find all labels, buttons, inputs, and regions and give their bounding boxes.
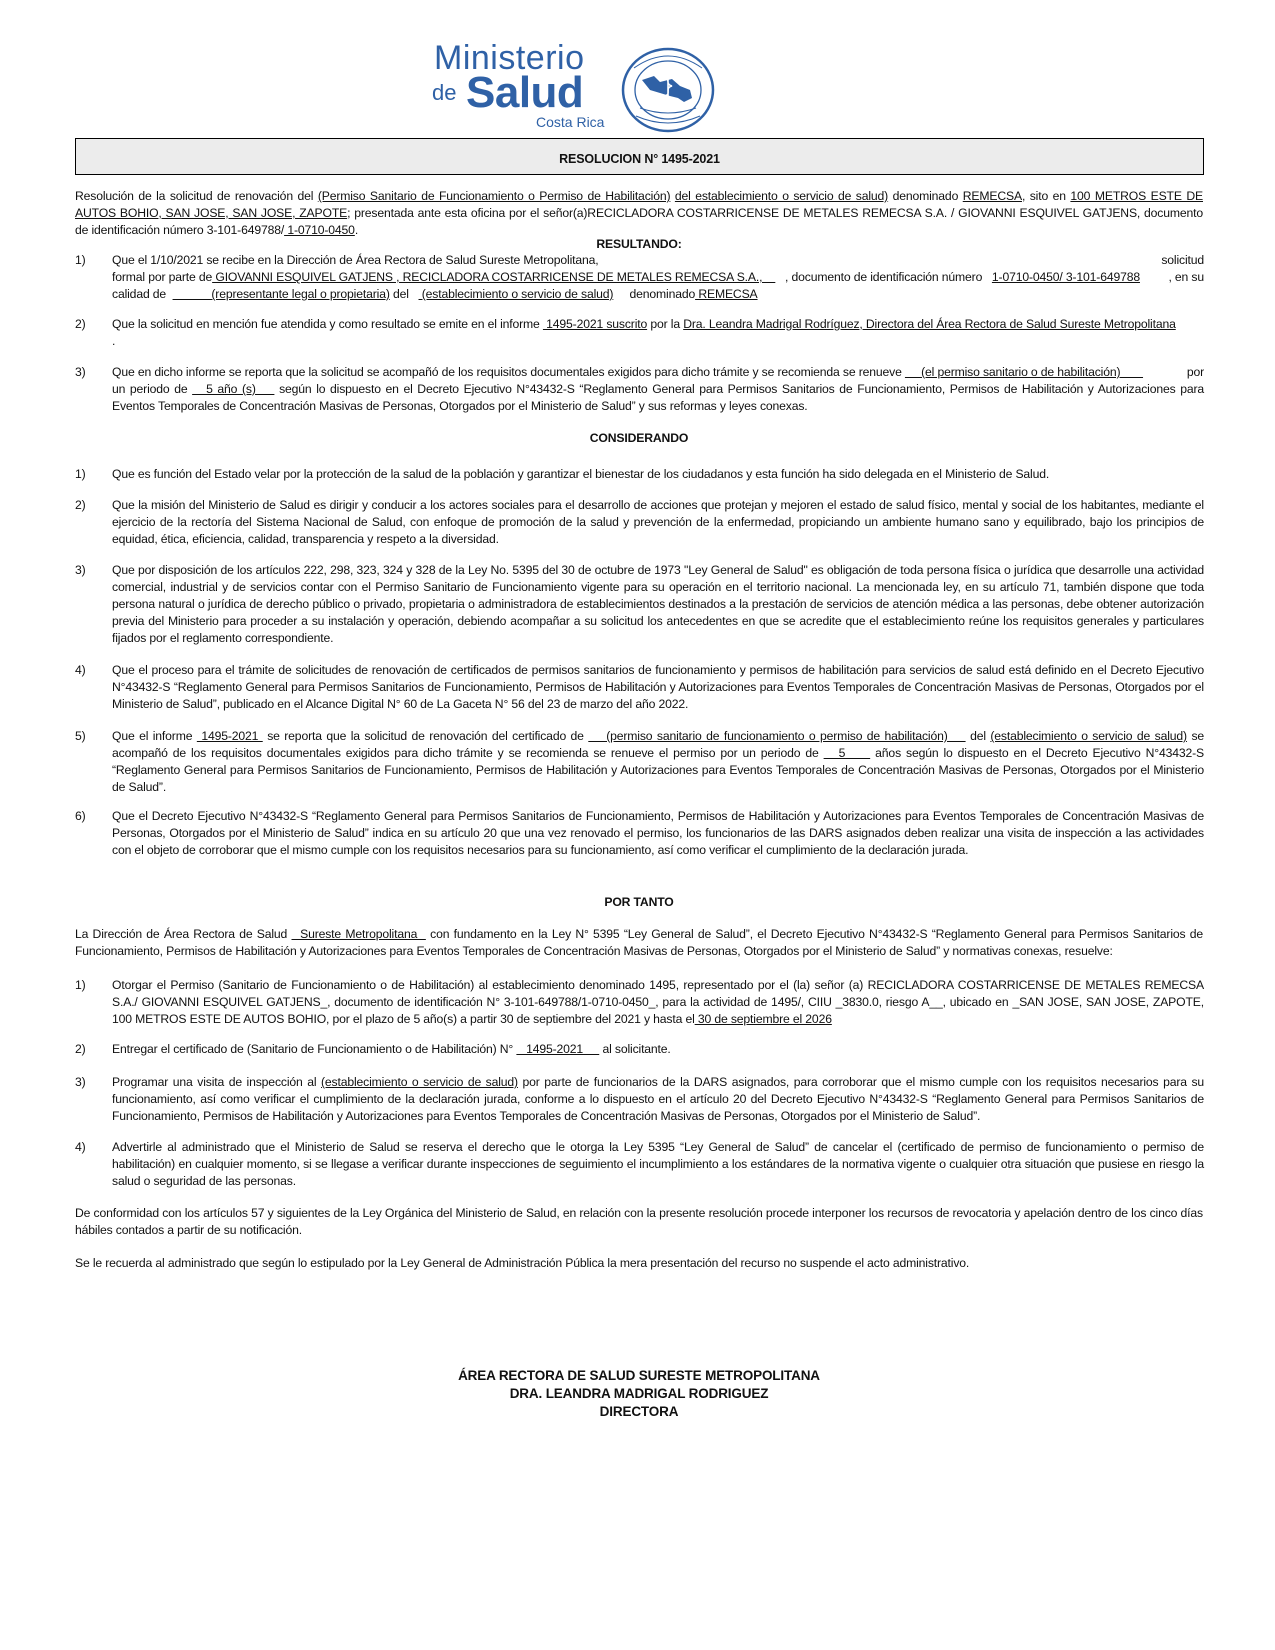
- resultando-2: Que la solicitud en mención fue atendida y como resultado se emite en el informe 1495-2021 suscrito por la Dra. Leandra Madrigal Rodríguez, Directora del Área Rectora de Salud Sureste Metropolitana .: [112, 317, 1176, 348]
- logo-line-salud: Salud: [466, 68, 584, 117]
- logo-line-costa-rica: Costa Rica: [536, 114, 605, 130]
- considerando-2: Que la misión del Ministerio de Salud es dirigir y conducir a los actores sociales para el desarrollo de acciones que protejan y mejoren el estado de salud físico, mental y social de los habitantes, mediante el ejercicio de la rectoría del Sistema Nacional de Salud, con enfoque de promoción de la salud y prevención de la enfermedad, propiciando un ambiente humano sano y equilibrado, bajo los principios de equidad, ética, eficiencia, calidad, transparencia y respeto a la diversidad.: [112, 498, 1204, 546]
- por-tanto-1: Otorgar el Permiso (Sanitario de Funcionamiento o de Habilitación) al establecimiento denominado 1495, representado por el (la) señor (a) RECICLADORA COSTARRICENSE DE METALES REMECSA S.A./ GIOVANNI ESQUIVEL GATJENS_, documento de identificación N° 3-101-649788/1-0710-0450_, para la actividad de 1495/, CIIU _3830.0, riesgo A__, ubicado en _SAN JOSE, SAN JOSE, ZAPOTE, 100 METROS ESTE DE AUTOS BOHIO, por el plazo de 5 año(s) a partir 30 de septiembre del 2021 y hasta el 30 de septiembre el 2026: [112, 978, 1204, 1026]
- ministry-logo: [428, 38, 728, 134]
- considerando-1: Que es función del Estado velar por la protección de la salud de la población y garantizar el bienestar de los ciudadanos y esta función ha sido delegada en el Ministerio de Salud.: [112, 467, 1050, 481]
- intro-paragraph: Resolución de la solicitud de renovación del (Permiso Sanitario de Funcionamiento o Permiso de Habilitación) del establecimiento o servicio de salud) denominado REMECSA, sito en 100 METROS ESTE DE AUTOS BOHIO, SAN JOSE, SAN JOSE, ZAPOTE; presentada ante esta oficina por el señor(a)RECICLADORA COSTARRICENSE DE METALES REMECSA S.A. / GIOVANNI ESQUIVEL GATJENS, documento de identificación número 3-101-649788/ 1-0710-0450.: [75, 189, 1204, 237]
- ministry-seal-icon: [620, 46, 716, 134]
- resolution-title-box: [75, 138, 1204, 175]
- signature-office: ÁREA RECTORA DE SALUD SURESTE METROPOLITANA: [458, 1368, 820, 1383]
- resultando-1-number: 1): [75, 253, 86, 267]
- por-tanto-3: Programar una visita de inspección al (establecimiento o servicio de salud) por parte de funcionarios de la DARS asignados, para corroborar que el mismo cumple con los requisitos necesarios para su funcionamiento, así como verificar el cumplimiento de la declaración jurada, conforme a lo dispuesto en el artículo 20 del Decreto Ejecutivo N°43432-S “Reglamento General para Permisos Sanitarios de Funcionamiento, Permisos de Habilitación y Autorizaciones para Eventos Temporales de Concentración Masivas de Personas, Otorgados por el Ministerio de Salud”.: [112, 1075, 1205, 1123]
- considerando-2-number: 2): [75, 498, 86, 512]
- por-tanto-4: Advertirle al administrado que el Ministerio de Salud se reserva el derecho que le otorga la Ley 5395 “Ley General de Salud” de cancelar el (certificado de permiso de funcionamiento o permiso de habilitación) en cualquier momento, si se llegase a verificar durante inspecciones de seguimiento el incumplimiento a los estándares de la normativa vigente o cualquier otra situación que pusiese en riesgo la salud o seguridad de las personas.: [112, 1140, 1204, 1188]
- considerando-3-number: 3): [75, 563, 86, 577]
- considerando-4-number: 4): [75, 663, 86, 677]
- por-tanto-1-number: 1): [75, 978, 86, 992]
- por-tanto-heading: POR TANTO: [604, 895, 674, 909]
- logo-line-ministerio: Ministerio: [434, 39, 585, 77]
- considerando-4: Que el proceso para el trámite de solicitudes de renovación de certificados de permisos sanitarios de funcionamiento y permisos de habilitación para servicios de salud está definido en el Decreto Ejecutivo N°43432-S “Reglamento General para Permisos Sanitarios de Funcionamiento, Permisos de Habilitación y Autorizaciones para Eventos Temporales de Concentración Masivas de Personas, Otorgados por el Ministerio de Salud”, publicado en el Alcance Digital N° 60 de La Gaceta N° 56 del 23 de marzo del año 2022.: [112, 663, 1204, 711]
- resolution-title: RESOLUCION N° 1495-2021: [559, 152, 720, 166]
- considerando-5: Que el informe 1495-2021 se reporta que la solicitud de renovación del certificado de (permiso sanitario de funcionamiento o permiso de habilitación) del (establecimiento o servicio de salud) se acompañó de los requisitos documentales exigidos para dicho trámite y se recomienda se renueve el permiso por un periodo de 5 años según lo dispuesto en el Decreto Ejecutivo N°43432-S “Reglamento General para Permisos Sanitarios de Funcionamiento, Permisos de Habilitación y Autorizaciones para Eventos Temporales de Concentración Masivas de Personas, Otorgados por el Ministerio de Salud”.: [112, 729, 1205, 794]
- resultando-heading: RESULTANDO:: [596, 237, 682, 251]
- closing-paragraph-1: De conformidad con los artículos 57 y siguientes de la Ley Orgánica del Ministerio de Salud, en relación con la presente resolución procede interponer los recursos de revocatoria y apelación dentro de los cinco días hábiles contados a partir de su notificación.: [75, 1206, 1203, 1237]
- considerando-1-number: 1): [75, 467, 86, 481]
- por-tanto-2: Entregar el certificado de (Sanitario de Funcionamiento o de Habilitación) N° 1495-2021 al solicitante.: [112, 1042, 671, 1056]
- considerando-6-number: 6): [75, 809, 86, 823]
- resultando-3-number: 3): [75, 365, 86, 379]
- por-tanto-intro: La Dirección de Área Rectora de Salud Sureste Metropolitana con fundamento en la Ley N° 5395 “Ley General de Salud”, el Decreto Ejecutivo N°43432-S “Reglamento General para Permisos Sanitarios de Funcionamiento, Permisos de Habilitación y Autorizaciones para Eventos Temporales de Concentración Masivas de Personas, Otorgados por el Ministerio de Salud” y normativas conexas, resuelve:: [75, 927, 1204, 958]
- por-tanto-3-number: 3): [75, 1075, 86, 1089]
- por-tanto-2-number: 2): [75, 1042, 86, 1056]
- resultando-1: Que el 1/10/2021 se recibe en la Dirección de Área Rectora de Salud Sureste Metropolitana, solicitud formal por parte de GIOVANNI ESQUIVEL GATJENS , RECICLADORA COSTARRICENSE DE METALES REMECSA S.A., , documento de identificación número 1-0710-0450/ 3-101-649788 , en su calidad de (representante legal o propietaria) del (establecimiento o servicio de salud) denominado REMECSA: [112, 253, 1204, 301]
- closing-paragraph-2: Se le recuerda al administrado que según lo estipulado por la Ley General de Administración Pública la mera presentación del recurso no suspende el acto administrativo.: [75, 1256, 970, 1270]
- signature-title: DIRECTORA: [599, 1404, 679, 1419]
- resultando-3: Que en dicho informe se reporta que la solicitud se acompañó de los requisitos documentales exigidos para dicho trámite y se recomienda se renueve (el permiso sanitario o de habilitación) por un periodo de 5 año (s) según lo dispuesto en el Decreto Ejecutivo N°43432-S “Reglamento General para Permisos Sanitarios de Funcionamiento, Permisos de Habilitación y Autorizaciones para Eventos Temporales de Concentración Masivas de Personas, Otorgados por el Ministerio de Salud” y sus reformas y leyes conexas.: [112, 365, 1205, 413]
- logo-line-de: de: [432, 80, 457, 105]
- considerando-3: Que por disposición de los artículos 222, 298, 323, 324 y 328 de la Ley No. 5395 del 30 de octubre de 1973 "Ley General de Salud" es obligación de toda persona física o jurídica que desarrolle una actividad comercial, industrial y de servicios contar con el Permiso Sanitario de Funcionamiento vigente para su operación en el territorio nacional. La mencionada ley, en su artículo 71, también dispone que toda persona natural o jurídica de derecho público o privado, propietaria o administradora de establecimientos destinados a la prestación de servicios de atención médica a las personas, debe obtener autorización previa del Ministerio para proceder a su instalación y operación, debiendo acompañar a su solicitud los antecedentes en que se acredite que el establecimiento reúne los requisitos generales y particulares fijados por el reglamento correspondiente.: [112, 563, 1204, 645]
- signature-name: DRA. LEANDRA MADRIGAL RODRIGUEZ: [509, 1386, 769, 1401]
- considerando-6: Que el Decreto Ejecutivo N°43432-S “Reglamento General para Permisos Sanitarios de Funcionamiento, Permisos de Habilitación y Autorizaciones para Eventos Temporales de Concentración Masivas de Personas, Otorgados por el Ministerio de Salud” indica en su artículo 20 que una vez renovado el permiso, los funcionarios de las DARS asignados deben realizar una visita de inspección a las actividades con el objeto de corroborar que el mismo cumple con los requisitos necesarios para su funcionamiento, así como verificar el cumplimiento de la declaración jurada.: [112, 809, 1204, 857]
- por-tanto-4-number: 4): [75, 1140, 86, 1154]
- signature-block: [75, 1367, 1203, 1421]
- considerando-5-number: 5): [75, 729, 86, 743]
- considerando-heading: CONSIDERANDO: [589, 431, 689, 445]
- resultando-2-number: 2): [75, 317, 86, 331]
